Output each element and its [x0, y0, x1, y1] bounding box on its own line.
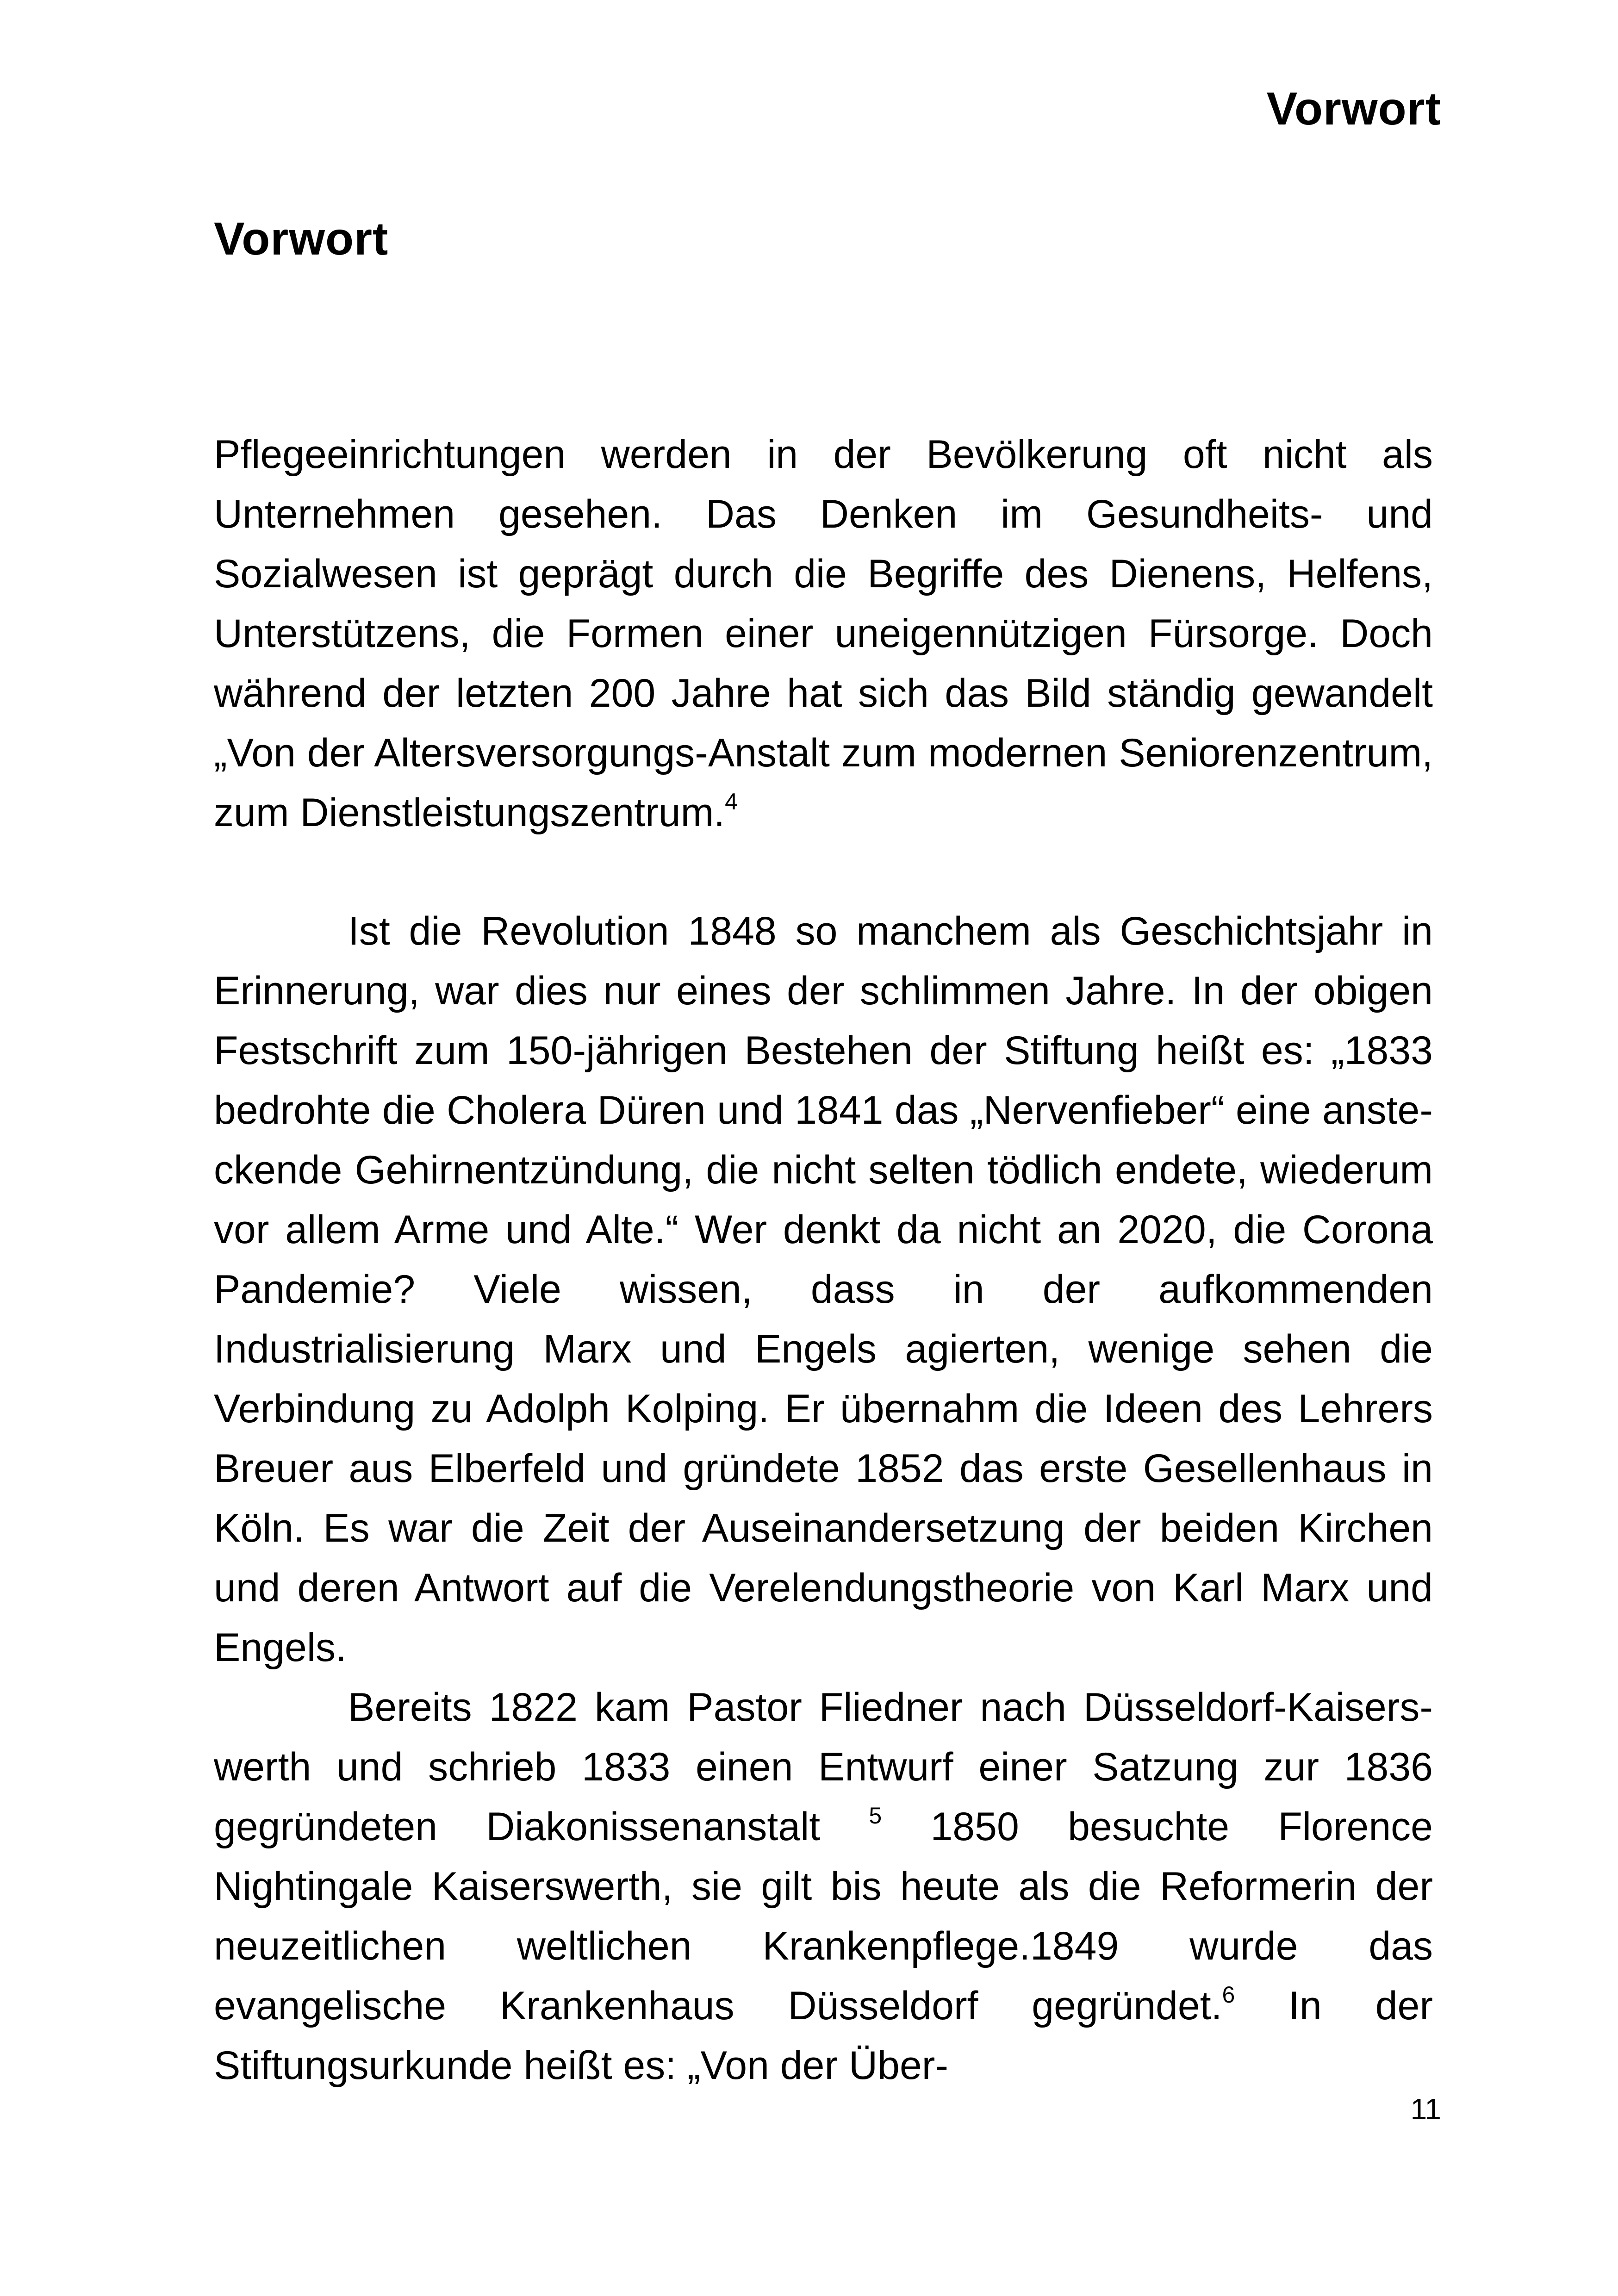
footnote-ref-4[interactable]: 4: [725, 789, 738, 815]
running-header: Vorwort: [1266, 83, 1441, 135]
paragraph-3-text-c: In der Stiftungsurkunde heißt es: „Von der Über-: [214, 1984, 1433, 2088]
paragraph-2: [214, 902, 1433, 1678]
paragraph-3: [214, 1678, 1433, 2096]
body-text: [214, 425, 1433, 2096]
paragraph-1-text: Pflegeeinrichtungen werden in der Bevölkerung oft nicht als Unternehmen gesehen. Das Denken im Gesundheits- und Sozialwesen ist geprägt durch die Begriffe des Dienens, Helfens, Unterstützens, die Formen einer uneigennützigen Fürsorge. Doch während der letzten 200 Jahre hat sich das Bild ständig gewandelt „Von der Altersversorgungs-Anstalt zum modernen Seniorenzentrum, zum Dienstleistungszentrum.: [214, 432, 1433, 835]
paragraph-3-text-b: 1850 besuchte Florence Nightingale Kaiserswerth, sie gilt bis heute als die Reformerin der neuzeitlichen weltlichen Krankenpflege.1849 wurde das evangelische Krankenhaus Düsseldorf gegründet.: [214, 1804, 1433, 2028]
paragraph-1: [214, 425, 1433, 843]
page-number: 11: [1410, 2092, 1441, 2126]
footnote-ref-6[interactable]: 6: [1222, 1982, 1235, 2008]
page-title: Vorwort: [214, 213, 389, 265]
paragraph-2-text: Ist die Revolution 1848 so manchem als Geschichtsjahr in Erinnerung, war dies nur eines der schlimmen Jahre. In der obigen Festschrift zum 150-jährigen Bestehen der Stiftung heißt es: „1833 bedrohte die Cholera Düren und 1841 das „Nervenfieber“ eine ansteckende Gehirnentzündung, die nicht selten tödlich endete, wiederum vor allem Arme und Alte.“ Wer denkt da nicht an 2020, die Corona Pandemie? Viele wissen, dass in der aufkommenden Industrialisierung Marx und Engels agierten, wenige sehen die Verbindung zu Adolph Kolping. Er übernahm die Ideen des Lehrers Breuer aus Elberfeld und gründete 1852 das erste Gesellenhaus in Köln. Es war die Zeit der Auseinandersetzung der beiden Kirchen und deren Antwort auf die Verelendungstheorie von Karl Marx und Engels.: [214, 909, 1433, 1670]
footnote-ref-5[interactable]: 5: [869, 1803, 882, 1829]
paragraph-3-text-a: Bereits 1822 kam Pastor Fliedner nach Düsseldorf-Kaiserswerth und schrieb 1833 einen Entwurf einer Satzung zur 1836 gegründeten Diakonissenanstalt: [214, 1685, 1433, 1849]
